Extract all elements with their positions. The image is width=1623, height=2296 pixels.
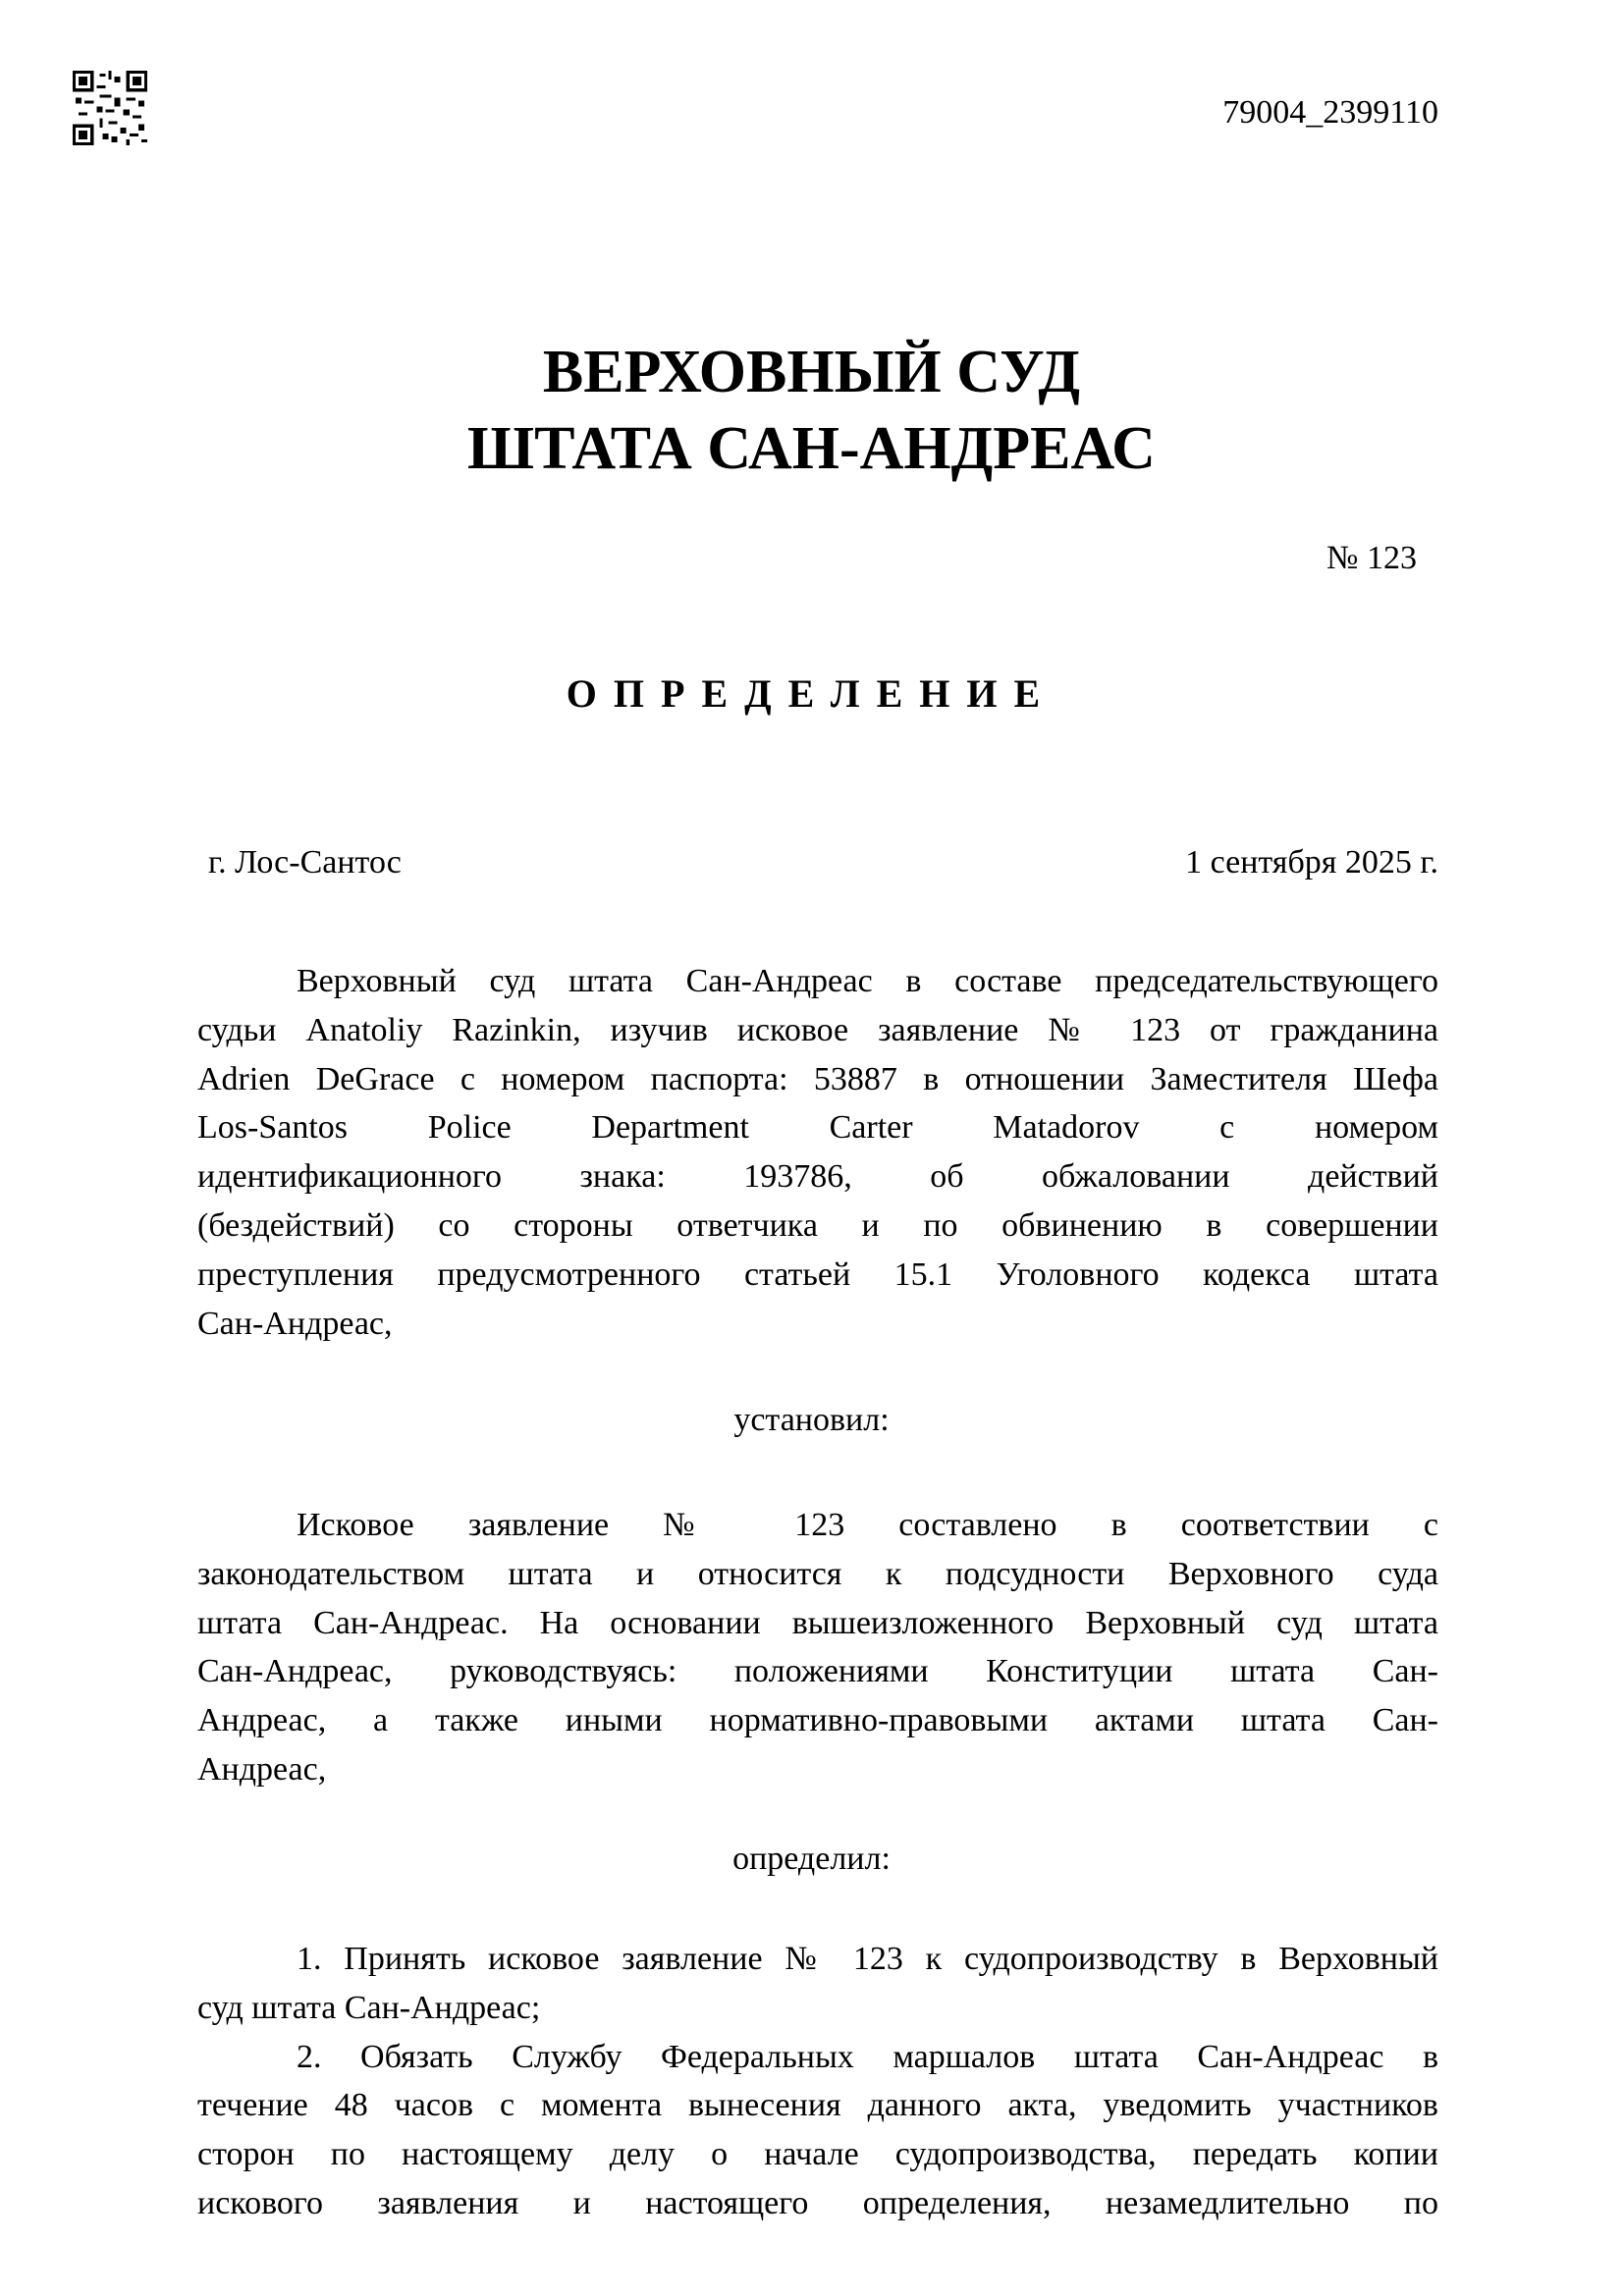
text-line: искового заявления и настоящего определения, незамедлительно по [197,2184,1438,2221]
intro-paragraph [197,957,1438,1348]
text-line: Сан-Андреас, [197,1305,393,1342]
date: 1 сентября 2025 г. [1185,844,1438,881]
text-line: штата Сан-Андреас. На основании вышеизложенного Верховный суд штата [197,1604,1438,1641]
text-line: Верховный суд штата Сан-Андреас в составе председательствующего [297,963,1438,999]
established-paragraph [197,1501,1438,1794]
text-line: преступления предусмотренного статьей 15.1 Уголовного кодекса штата [197,1255,1438,1293]
text-line: сторон по настоящему делу о начале судопроизводства, передать копии [197,2136,1438,2173]
established-heading: установил: [733,1402,890,1438]
text-line: Los-Santos Police Department Carter Matadorov с номером [197,1109,1438,1147]
text-line: суд штата Сан-Андреас; [197,1989,541,2026]
decision-item-2: 2. Обязать Службу Федеральных маршалов штата Сан-Андреас в [297,2038,1438,2075]
document-id: 79004_2399110 [1222,94,1438,131]
case-number: № 123 [1326,540,1417,576]
court-name-line2: ШТАТА САН-АНДРЕАС [467,415,1156,482]
text-line: Андреас, [197,1750,327,1788]
text-line: течение 48 часов с момента вынесения данного акта, уведомить участников [197,2087,1438,2124]
document-type: ОПРЕДЕЛЕНИЕ [566,671,1057,716]
text-line: законодательством штата и относится к подсудности Верховного суда [197,1555,1438,1592]
text-line: идентификационного знака: 193786, об обжаловании действий [197,1158,1438,1196]
text-line: Исковое заявление № 123 составлено в соответствии с [297,1507,1438,1543]
decisions-list [197,1935,1438,2228]
place: г. Лос-Сантос [208,844,402,881]
text-line: Андреас, а также иными нормативно-правовыми актами штата Сан- [197,1702,1438,1739]
court-name-line1: ВЕРХОВНЫЙ СУД [542,339,1081,405]
decided-heading: определил: [732,1841,891,1877]
text-line: Сан-Андреас, руководствуясь: положениями Конституции штата Сан- [197,1653,1438,1690]
text-line: Adrien DeGrace с номером паспорта: 53887 в отношении Заместителя Шефа [197,1060,1438,1097]
text-line: судьи Anatoliy Razinkin, изучив исковое заявление № 123 от гражданина [197,1011,1438,1048]
decision-item-1: 1. Принять исковое заявление № 123 к судопроизводству в Верховный [297,1941,1438,1977]
text-line: (бездействий) со стороны ответчика и по обвинению в совершении [197,1206,1438,1244]
court-name [0,334,1623,487]
qr-code [73,71,147,145]
